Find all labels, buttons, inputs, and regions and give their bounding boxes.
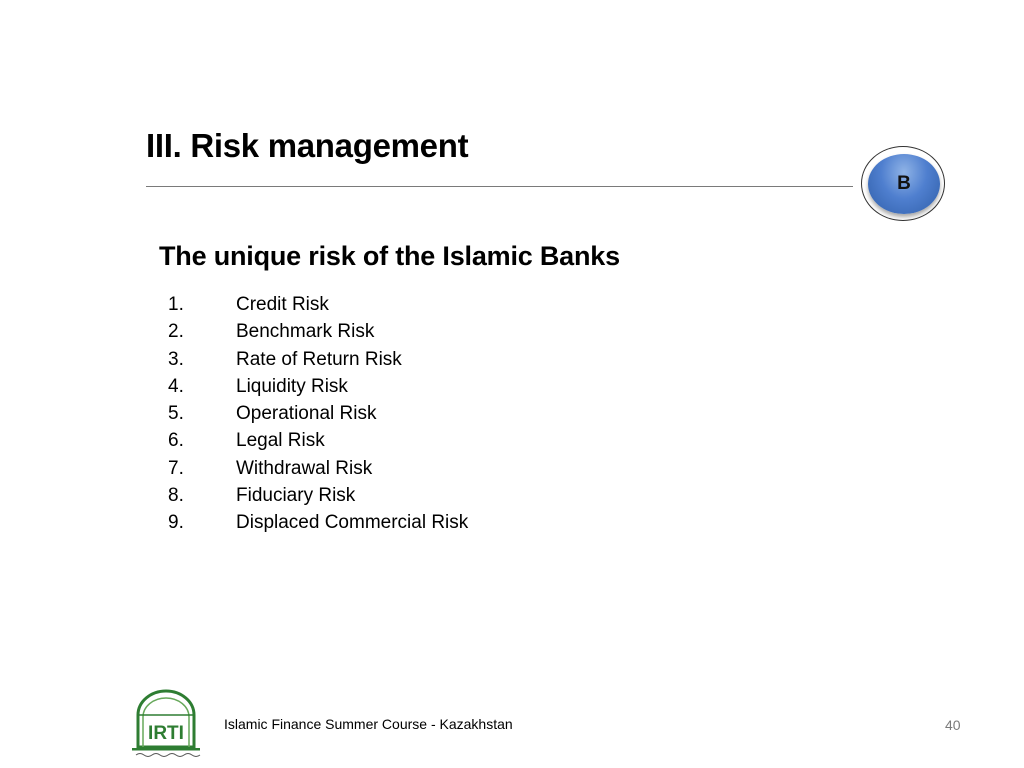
risk-number: 4.: [168, 375, 184, 397]
risk-number: 8.: [168, 485, 184, 507]
page-number: 40: [945, 717, 961, 733]
risk-label: Displaced Commercial Risk: [236, 512, 469, 534]
risk-list-item: [168, 291, 468, 318]
risk-label: Benchmark Risk: [236, 321, 375, 343]
risk-list-item: [168, 427, 468, 454]
slide-subtitle: The unique risk of the Islamic Banks: [159, 241, 620, 271]
section-badge-label: B: [897, 173, 911, 194]
risk-list: [168, 291, 468, 537]
risk-list-item: [168, 509, 468, 536]
risk-label: Legal Risk: [236, 430, 325, 452]
title-divider: [146, 186, 853, 187]
risk-label: Operational Risk: [236, 403, 377, 425]
irti-logo: [128, 689, 204, 761]
slide-title: III. Risk management: [146, 127, 469, 164]
risk-number: 9.: [168, 512, 184, 534]
risk-list-item: [168, 400, 468, 427]
risk-list-item: [168, 346, 468, 373]
risk-list-item: [168, 455, 468, 482]
footer-text: Islamic Finance Summer Course - Kazakhstan: [224, 716, 513, 732]
risk-number: 2.: [168, 321, 184, 343]
risk-label: Fiduciary Risk: [236, 485, 356, 507]
risk-list-item: [168, 482, 468, 509]
risk-number: 3.: [168, 348, 184, 370]
section-badge: [868, 154, 940, 214]
risk-label: Withdrawal Risk: [236, 457, 373, 479]
risk-number: 1.: [168, 294, 184, 315]
risk-number: 5.: [168, 403, 184, 425]
risk-label: Liquidity Risk: [236, 375, 348, 397]
risk-label: Credit Risk: [236, 294, 329, 315]
risk-number: 7.: [168, 457, 184, 479]
risk-list-item: [168, 318, 468, 345]
risk-number: 6.: [168, 430, 184, 452]
logo-text: IRTI: [148, 723, 184, 744]
risk-list-item: [168, 373, 468, 400]
risk-label: Rate of Return Risk: [236, 348, 402, 370]
